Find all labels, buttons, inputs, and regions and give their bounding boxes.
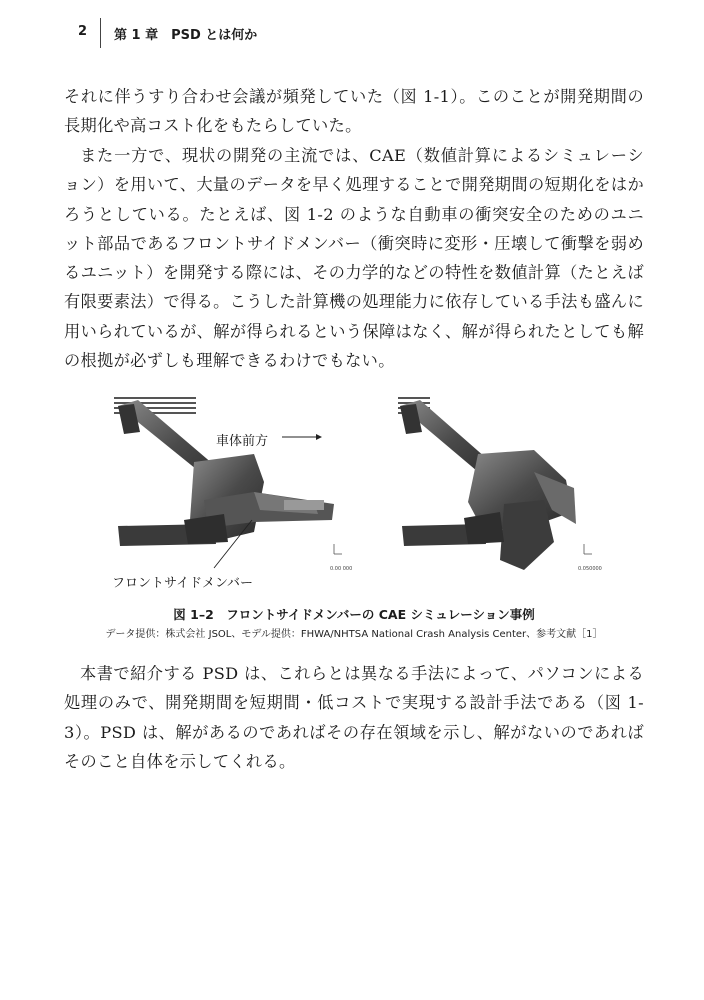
paragraph-1: それに伴うすり合わせ会議が頻発していた（図 1-1）。このことが開発期間の長期化や高コスト化をもたらしていた。	[64, 87, 644, 136]
cae-simulation-figure	[104, 392, 624, 602]
left-axis-triad	[334, 544, 342, 554]
header-divider	[100, 18, 101, 48]
figure-1-2	[104, 392, 624, 602]
undeformed-model	[114, 396, 352, 572]
front-arrow-head	[316, 434, 322, 440]
front-side-member-label: フロントサイドメンバー	[112, 576, 254, 591]
page-number: 2	[78, 24, 88, 39]
page-header	[64, 18, 644, 48]
chapter-title: 第 1 章 PSD とは何か	[114, 28, 258, 43]
figure-credit: データ提供：株式会社 JSOL、モデル提供：FHWA/NHTSA National Crash Analysis Center、参考文献［1］	[105, 629, 603, 640]
paragraph-3: 本書で紹介する PSD は、これらとは異なる手法によって、パソコンによる処理のみで、開発期間を短期間・低コストで実現する設計手法である（図 1-3）。PSD は、解があるのであればその存在領域を示し、解がないのであればそのこと自体を示してくれる。	[64, 664, 644, 771]
paragraph-2: また一方で、現状の開発の主流では、CAE（数値計算によるシミュレーション）を用いて、大量のデータを早く処理することで開発期間の短期化をはかろうとしている。たとえば、図 1-2 のような自動車の衝突安全のためのユニット部品であるフロントサイドメンバー（衝突時に変形・圧壊して衝撃を弱めるユニット）を開発する際には、その力学的などの特性を数値計算（たとえば有限要素法）で得る。こうした計算機の処理能力に依存している手法も盛んに用いられているが、解が得られるという保障はなく、解が得られたとしても解の根拠が必ずしも理解できるわけでもない。	[64, 146, 644, 371]
left-time-label: 0.00 000	[330, 566, 353, 572]
right-axis-triad	[584, 544, 592, 554]
right-time-label: 0.050000	[578, 566, 602, 572]
figure-caption: 図 1–2 フロントサイドメンバーの CAE シミュレーション事例	[173, 607, 535, 622]
front-direction-label: 車体前方	[216, 434, 269, 449]
deformed-model	[398, 396, 602, 572]
